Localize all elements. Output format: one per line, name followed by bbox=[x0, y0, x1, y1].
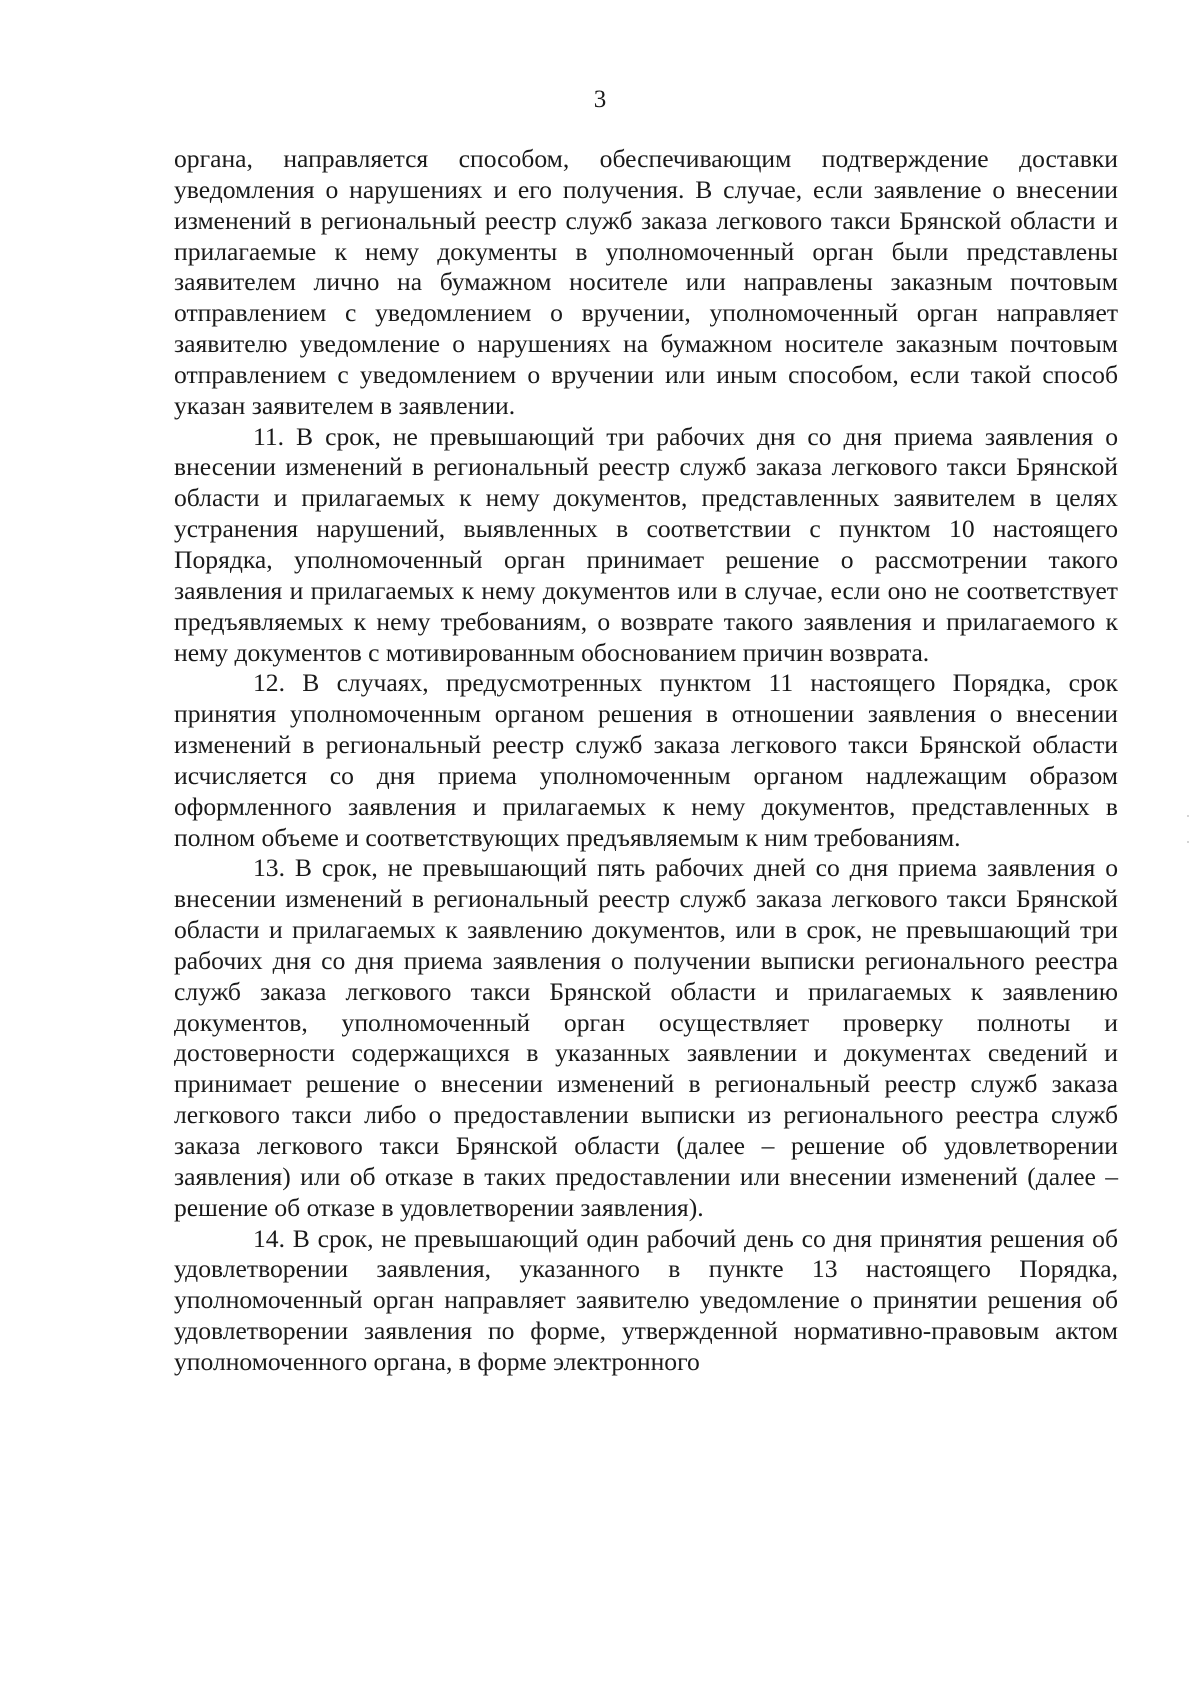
paragraph-item-12: 12. В случаях, предусмотренных пунктом 11 настоящего Порядка, срок принятия уполномоченным органом решения в отношении заявления о внесении изменений в региональный реестр служб заказа легкового такси Брянской области исчисляется со дня приема уполномоченным органом надлежащим образом оформленного заявления и прилагаемых к нему документов, представленных в полном объеме и соответствующих предъявляемым к ним требованиям. bbox=[174, 668, 1118, 852]
paragraph-item-11: 11. В срок, не превышающий три рабочих дня со дня приема заявления о внесении изменений в региональный реестр служб заказа легкового такси Брянской области и прилагаемых к нему документов, представленных заявителем в целях устранения нарушений, выявленных в соответствии с пунктом 10 настоящего Порядка, уполномоченный орган принимает решение о рассмотрении такого заявления и прилагаемых к нему документов или в случае, если оно не соответствует предъявляемых к нему требованиям, о возврате такого заявления и прилагаемого к нему документов с мотивированным обоснованием причин возврата. bbox=[174, 421, 1118, 667]
paragraph-item-13: 13. В срок, не превышающий пять рабочих дней со дня приема заявления о внесении изменений в региональный реестр служб заказа легкового такси Брянской области и прилагаемых к заявлению документов, или в срок, не превышающий три рабочих дня со дня приема заявления о получении выписки регионального реестра служб заказа легкового такси Брянской области и прилагаемых к заявлению документов, уполномоченный орган осуществляет проверку полноты и достоверности содержащихся в указанных заявлении и документах сведений и принимает решение о внесении изменений в региональный реестр служб заказа легкового такси либо о предоставлении выписки из регионального реестра служб заказа легкового такси Брянской области (далее – решение об удовлетворении заявления) или об отказе в таких предоставлении или внесении изменений (далее – решение об отказе в удовлетворении заявления). bbox=[174, 853, 1118, 1222]
document-body bbox=[174, 144, 1118, 1378]
scan-speck bbox=[1187, 815, 1189, 817]
scan-speck bbox=[1187, 841, 1189, 843]
page-number: 3 bbox=[593, 86, 607, 113]
paragraph-item-14: 14. В срок, не превышающий один рабочий день со дня принятия решения об удовлетворении заявления, указанного в пункте 13 настоящего Порядка, уполномоченный орган направляет заявителю уведомление о принятии решения об удовлетворении заявления по форме, утвержденной нормативно-правовым актом уполномоченного органа, в форме электронного bbox=[174, 1223, 1118, 1376]
paragraph-continuation: органа, направляется способом, обеспечивающим подтверждение доставки уведомления о нарушениях и его получения. В случае, если заявление о внесении изменений в региональный реестр служб заказа легкового такси Брянской области и прилагаемые к нему документы в уполномоченный орган были представлены заявителем лично на бумажном носителе или направлены заказным почтовым отправлением с уведомлением о вручении, уполномоченный орган направляет заявителю уведомление о нарушениях на бумажном носителе заказным почтовым отправлением с уведомлением о вручении или иным способом, если такой способ указан заявителем в заявлении. bbox=[174, 144, 1118, 420]
